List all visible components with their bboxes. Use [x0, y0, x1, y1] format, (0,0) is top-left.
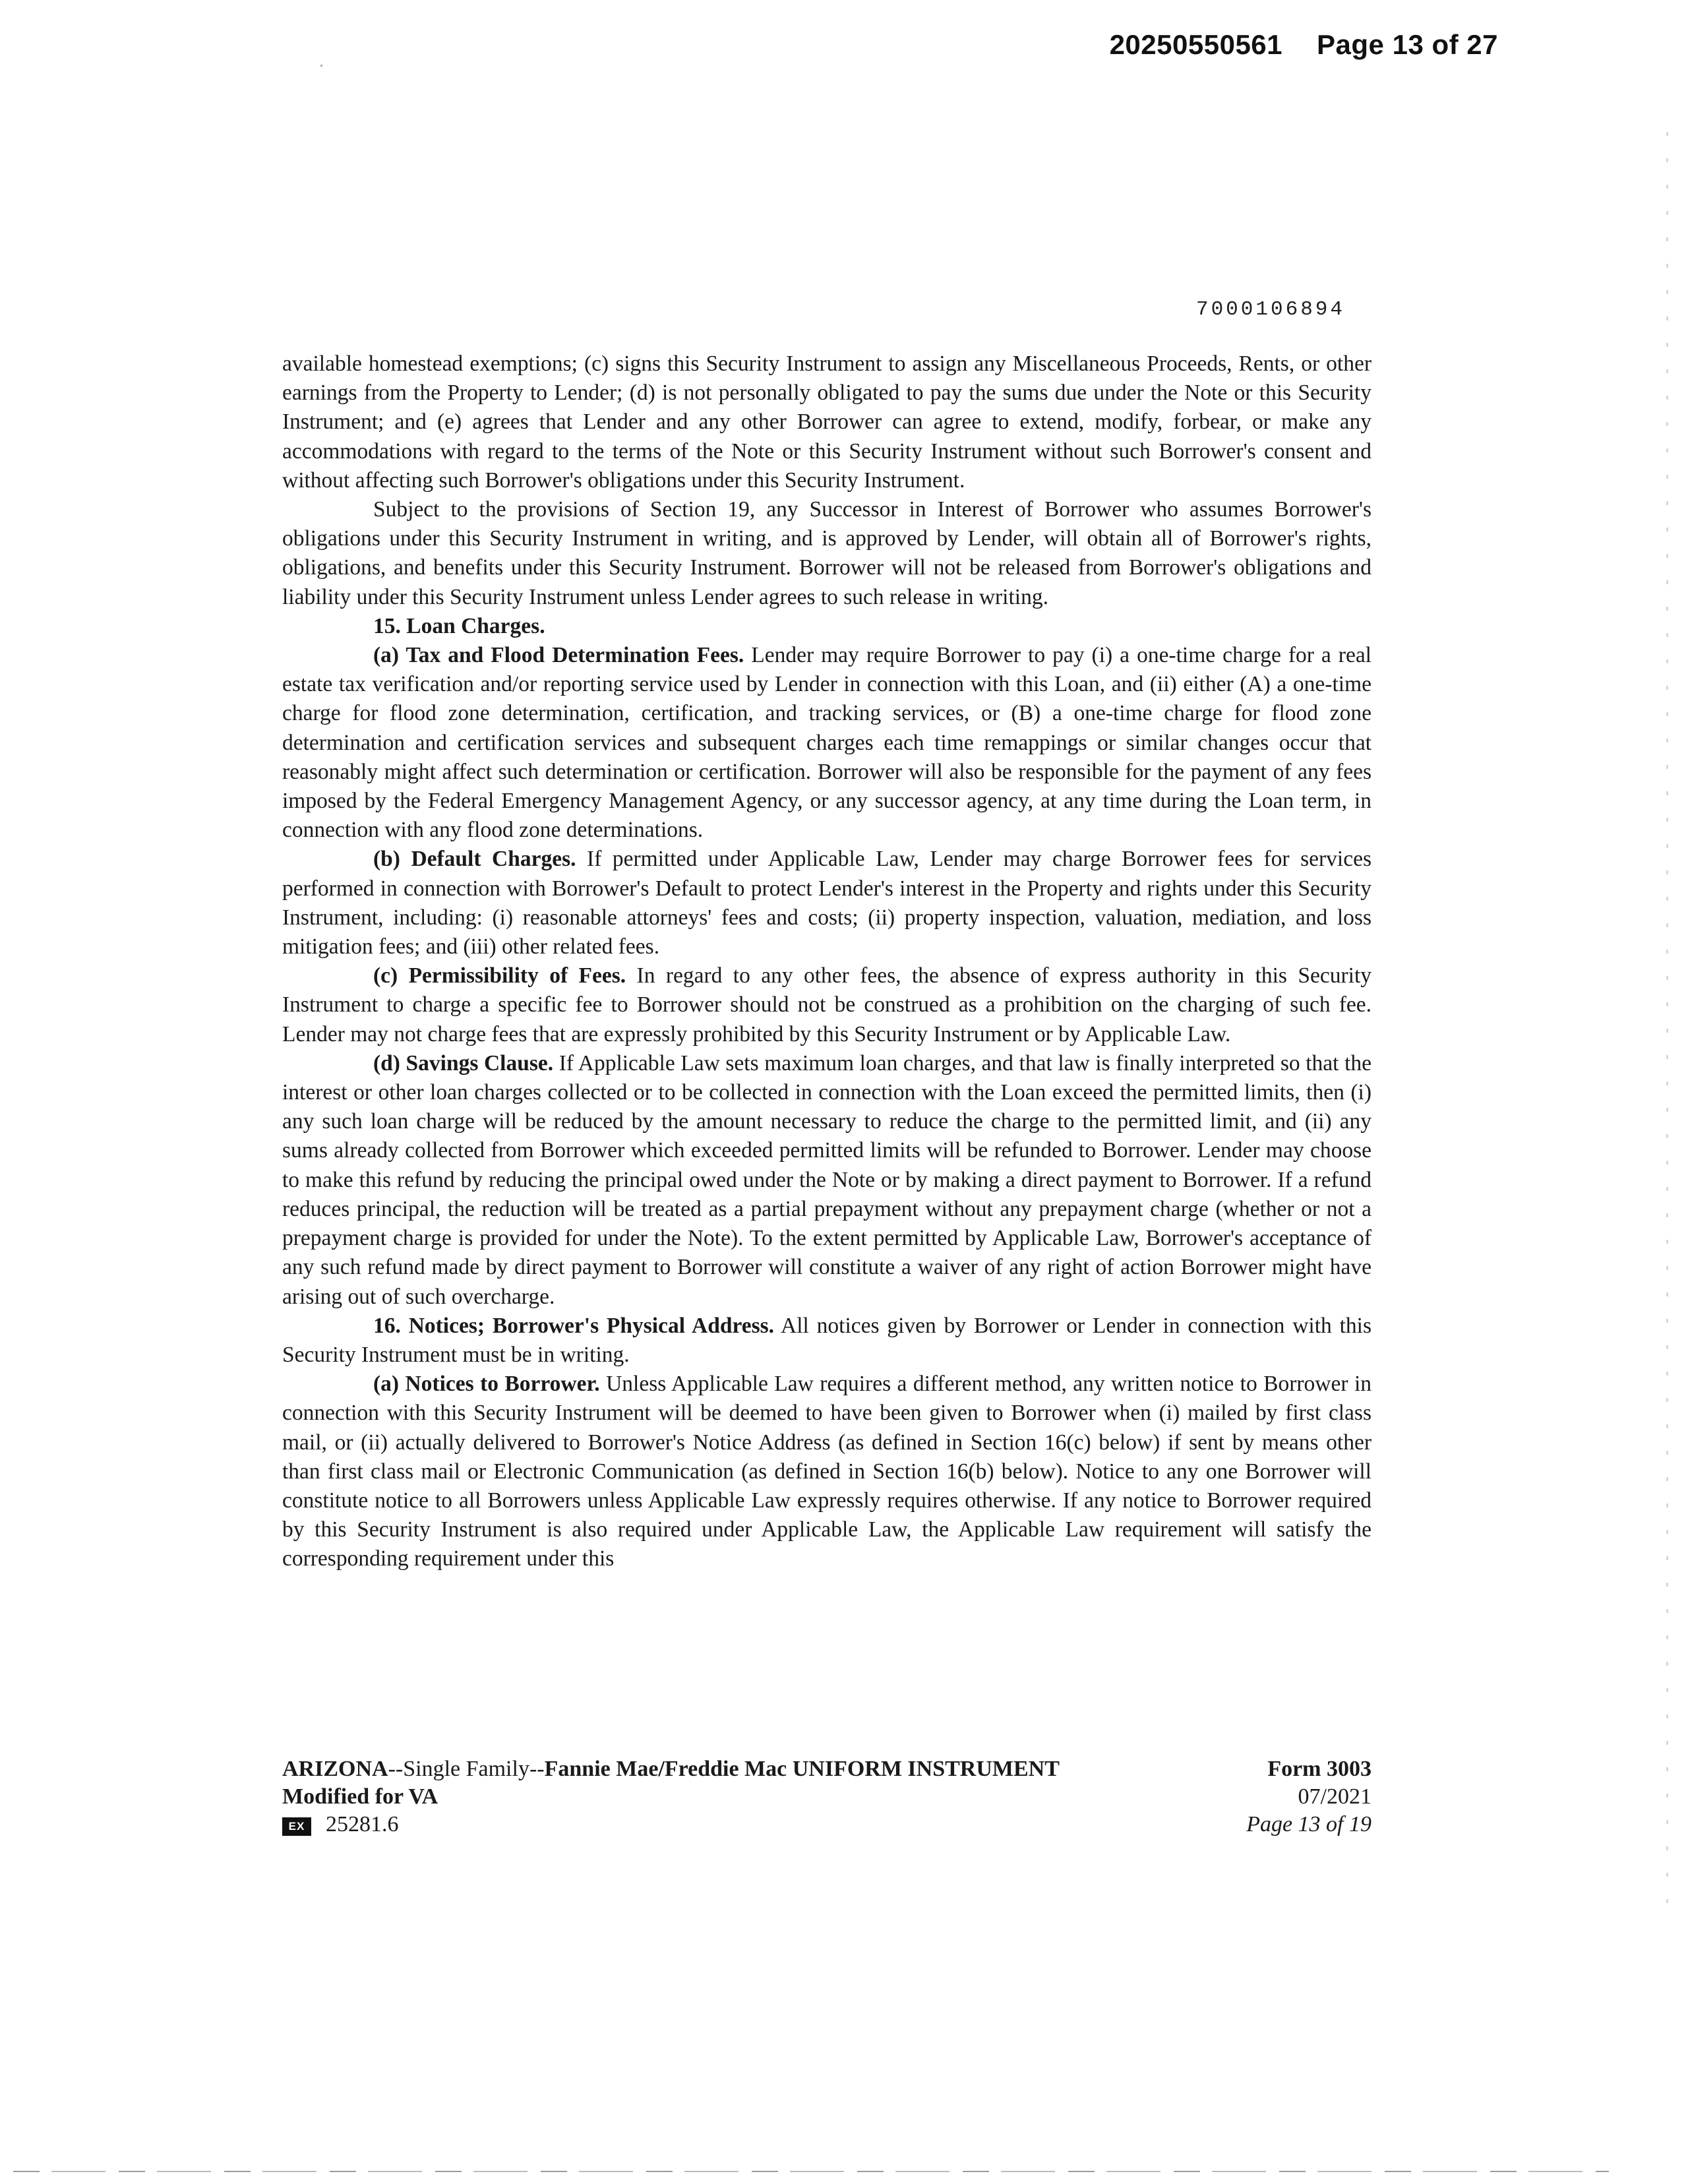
- ellie-mae-logo-icon: EX: [282, 1817, 311, 1836]
- scan-bottom-artifact: [0, 2164, 1688, 2184]
- recording-page-label: Page 13 of 27: [1317, 29, 1498, 60]
- paragraph: available homestead exemptions; (c) signs this Security Instrument to assign any Miscellaneous Proceeds, Rents, or other earnings from the Property to Lender; (d) is not personally obligated to pay the sums due under the Note or this Security Instrument; and (e) agrees that Lender and any other Borrower can agree to extend, modify, forbear, or make any accommodations with regard to the terms of the Note or this Security Instrument without such Borrower's consent and without affecting such Borrower's obligations under this Security Instrument.: [282, 351, 1372, 493]
- form-footer-right: [1246, 1755, 1372, 1838]
- form-number: Form 3003: [1267, 1757, 1372, 1781]
- paragraph: 16. Notices; Borrower's Physical Address. All notices given by Borrower or Lender in connection with this Security Instrument must be in writing.: [282, 1313, 1372, 1367]
- scan-edge-artifact: [1666, 132, 1668, 1912]
- form-date: 07/2021: [1298, 1784, 1372, 1809]
- document-body: [282, 349, 1372, 1574]
- paragraph: (c) Permissibility of Fees. In regard to any other fees, the absence of express authority in this Security Instrument to charge a specific fee to Borrower should not be construed as a prohibition on the charging of such fee. Lender may not charge fees that are expressly prohibited by this Security Instrument or by Applicable Law.: [282, 963, 1372, 1046]
- form-footer-left: [282, 1755, 1060, 1838]
- recording-header: [1110, 29, 1498, 61]
- paragraph: Subject to the provisions of Section 19, any Successor in Interest of Borrower who assumes Borrower's obligations under this Security Instrument in writing, and is approved by Lender, will obtain all of Borrower's rights, obligations, and benefits under this Security Instrument. Borrower will not be released from Borrower's obligations and liability under this Security Instrument unless Lender agrees to such release in writing.: [282, 497, 1372, 609]
- form-doc-code: 25281.6: [326, 1812, 399, 1836]
- recording-number: 20250550561: [1109, 29, 1283, 60]
- paragraph: (d) Savings Clause. If Applicable Law sets maximum loan charges, and that law is finally interpreted so that the interest or other loan charges collected or to be collected in connection with the Loan exceed the permitted limits, then (i) any such loan charge will be reduced by the amount necessary to reduce the charge to the permitted limit, and (ii) any sums already collected from Borrower which exceeded permitted limits will be refunded to Borrower. Lender may choose to make this refund by reducing the principal owed under the Note or by making a direct payment to Borrower. If a refund reduces principal, the reduction will be treated as a partial prepayment without any prepayment charge (whether or not a prepayment charge is provided for under the Note). To the extent permitted by Applicable Law, Borrower's acceptance of any such refund made by direct payment to Borrower will constitute a waiver of any right of action Borrower might have arising out of such overcharge.: [282, 1050, 1372, 1309]
- paragraph: (b) Default Charges. If permitted under Applicable Law, Lender may charge Borrower fees for services performed in connection with Borrower's Default to protect Lender's interest in the Property and rights under this Security Instrument, including: (i) reasonable attorneys' fees and costs; (ii) property inspection, valuation, mediation, and loss mitigation fees; and (iii) other related fees.: [282, 847, 1372, 959]
- form-doc-code-line: [282, 1811, 1060, 1838]
- paragraph: (a) Notices to Borrower. Unless Applicable Law requires a different method, any written notice to Borrower in connection with this Security Instrument will be deemed to have been given to Borrower when (i) mailed by first class mail, or (ii) actually delivered to Borrower's Notice Address (as defined in Section 16(c) below) if sent by means other than first class mail or Electronic Communication (as defined in Section 16(b) below). Notice to any one Borrower will constitute notice to all Borrowers unless Applicable Law expressly requires otherwise. If any notice to Borrower required by this Security Instrument is also required under Applicable Law, the Applicable Law requirement will satisfy the corresponding requirement under this: [282, 1372, 1372, 1571]
- form-title: ARIZONA--Single Family--Fannie Mae/Freddie Mac UNIFORM INSTRUMENT: [282, 1757, 1060, 1781]
- form-page: Page 13 of 19: [1246, 1812, 1372, 1836]
- loan-number: 7000106894: [1195, 298, 1345, 321]
- section-heading: 15. Loan Charges.: [373, 613, 545, 638]
- scan-speck: [320, 65, 322, 67]
- paragraph: (a) Tax and Flood Determination Fees. Lender may require Borrower to pay (i) a one-time charge for a real estate tax verification and/or reporting service used by Lender in connection with this Loan, and (ii) either (A) a one-time charge for flood zone determination, certification, and tracking services, or (B) a one-time charge for flood zone determination and certification services and subsequent charges each time remappings or similar changes occur that reasonably might affect such determination or certification. Borrower will also be responsible for the payment of any fees imposed by the Federal Emergency Management Agency, or any successor agency, at any time during the Loan term, in connection with any flood zone determinations.: [282, 643, 1372, 843]
- form-modified: Modified for VA: [282, 1784, 438, 1809]
